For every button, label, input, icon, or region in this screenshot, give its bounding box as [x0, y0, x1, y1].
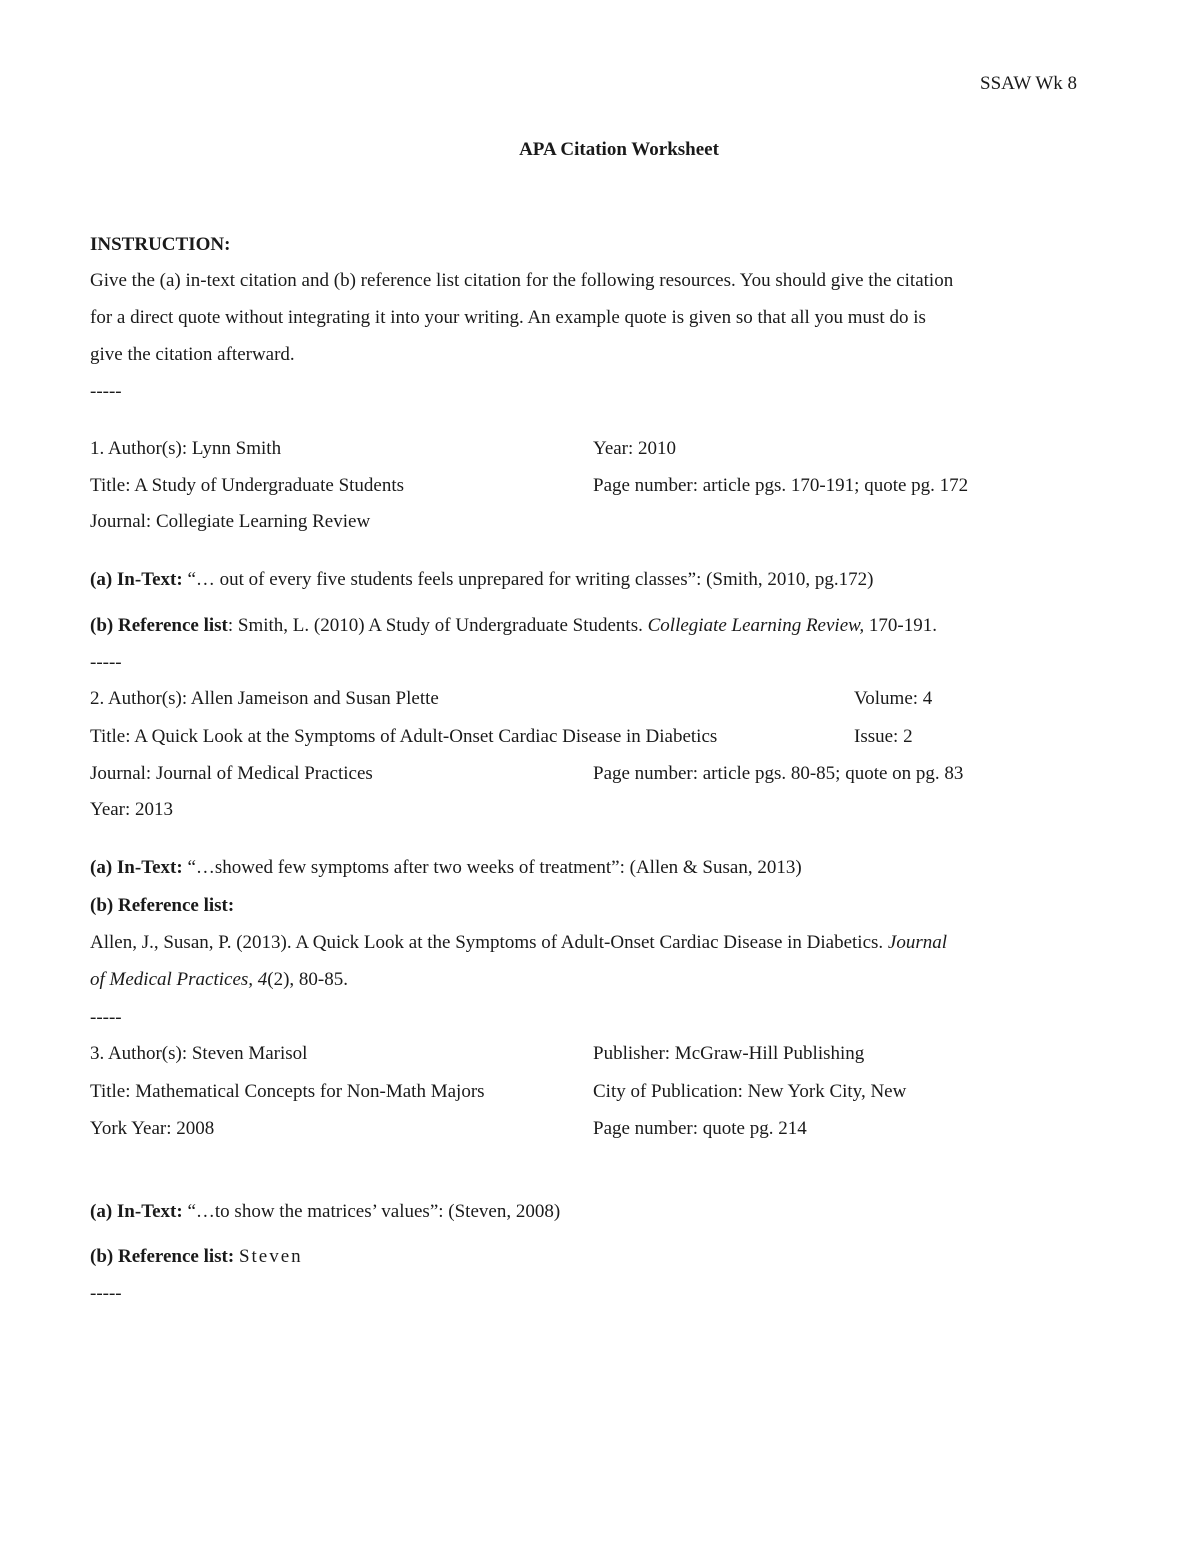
- reference-journal: Journal: [887, 932, 948, 953]
- item-2-journal: Journal: Journal of Medical Practices: [90, 763, 373, 784]
- item-2-year: Year: 2013: [90, 799, 174, 820]
- item-3-publisher: Publisher: McGraw-Hill Publishing: [593, 1043, 865, 1064]
- separator: -----: [90, 1283, 122, 1304]
- in-text-value: “… out of every five students feels unprepared for writing classes”: (Smith, 2010, pg.172): [187, 569, 874, 590]
- reference-label: (b) Reference list:: [90, 1246, 235, 1267]
- running-head: SSAW Wk 8: [980, 73, 1078, 94]
- item-3-page-number: Page number: quote pg. 214: [593, 1118, 807, 1139]
- item-2-reference-line-2: [90, 968, 348, 992]
- reference-pages: 170-191.: [864, 615, 937, 636]
- item-3-year: York Year: 2008: [90, 1118, 215, 1139]
- item-1-author: 1. Author(s): Lynn Smith: [90, 438, 282, 459]
- item-3-city: City of Publication: New York City, New: [593, 1081, 907, 1102]
- instruction-line-1: Give the (a) in-text citation and (b) reference list citation for the following resources. You should give the citation: [90, 270, 954, 291]
- item-2-volume: Volume: 4: [854, 688, 933, 709]
- item-2-title: Title: A Quick Look at the Symptoms of Adult-Onset Cardiac Disease in Diabetics: [90, 726, 718, 747]
- item-2-reference-label: (b) Reference list:: [90, 895, 235, 916]
- in-text-label: (a) In-Text:: [90, 1201, 183, 1222]
- page-title: APA Citation Worksheet: [519, 139, 719, 160]
- item-1-journal: Journal: Collegiate Learning Review: [90, 511, 371, 532]
- instruction-line-2: for a direct quote without integrating it into your writing. An example quote is given so that all you must do is: [90, 307, 926, 328]
- item-2-issue: Issue: 2: [854, 726, 913, 747]
- item-2-in-text: [90, 856, 802, 880]
- separator: -----: [90, 381, 122, 402]
- item-2-reference-line-1: [90, 931, 947, 955]
- reference-text: : Smith, L. (2010) A Study of Undergraduate Students.: [227, 615, 648, 636]
- item-1-year: Year: 2010: [593, 438, 677, 459]
- instruction-line-3: give the citation afterward.: [90, 344, 295, 365]
- reference-journal: Collegiate Learning Review,: [647, 615, 865, 636]
- item-1-in-text: [90, 568, 873, 592]
- item-1-page-number: Page number: article pgs. 170-191; quote pg. 172: [593, 475, 969, 496]
- item-1-title: Title: A Study of Undergraduate Students: [90, 475, 405, 496]
- item-2-author: 2. Author(s): Allen Jameison and Susan Plette: [90, 688, 439, 709]
- reference-text: Steven: [238, 1246, 303, 1267]
- item-3-in-text: [90, 1200, 560, 1224]
- reference-issue-pages: (2), 80-85.: [267, 969, 349, 990]
- item-1-reference: [90, 614, 937, 638]
- reference-label: (b) Reference list: [90, 615, 228, 636]
- item-3-reference: [90, 1245, 303, 1269]
- item-3-author: 3. Author(s): Steven Marisol: [90, 1043, 308, 1064]
- in-text-label: (a) In-Text:: [90, 569, 183, 590]
- separator: -----: [90, 652, 122, 673]
- separator: -----: [90, 1007, 122, 1028]
- instruction-heading: INSTRUCTION:: [90, 234, 231, 255]
- reference-journal-volume: of Medical Practices, 4: [90, 969, 268, 990]
- item-2-page-number: Page number: article pgs. 80-85; quote on pg. 83: [593, 763, 964, 784]
- in-text-value: “…showed few symptoms after two weeks of treatment”: (Allen & Susan, 2013): [187, 857, 802, 878]
- item-3-title: Title: Mathematical Concepts for Non-Math Majors: [90, 1081, 485, 1102]
- in-text-label: (a) In-Text:: [90, 857, 183, 878]
- in-text-value: “…to show the matrices’ values”: (Steven, 2008): [187, 1201, 561, 1222]
- reference-text: Allen, J., Susan, P. (2013). A Quick Look at the Symptoms of Adult-Onset Cardiac Disease in Diabetics.: [90, 932, 888, 953]
